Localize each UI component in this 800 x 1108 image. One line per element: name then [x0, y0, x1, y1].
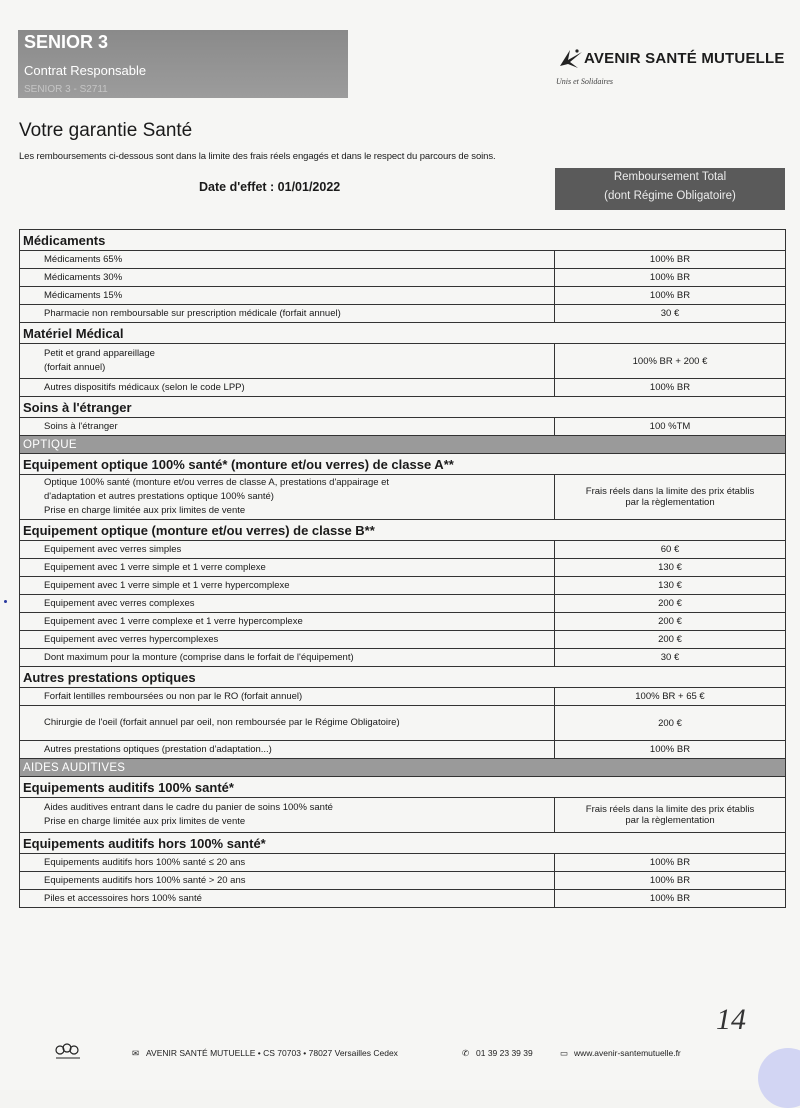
table-row — [20, 344, 785, 379]
row-value: 100% BR — [649, 857, 691, 868]
row-label: Equipements auditifs hors 100% santé ≤ 20 ans — [20, 854, 555, 871]
row-label-line: Prise en charge limitée aux prix limites de vente — [44, 505, 246, 516]
table-row — [20, 559, 785, 577]
row-label: Piles et accessoires hors 100% santé — [20, 890, 555, 907]
table-row — [20, 631, 785, 649]
row-label: Equipement avec verres complexes — [20, 595, 555, 612]
table-row — [20, 269, 785, 287]
column-header-line1: Remboursement Total — [613, 171, 727, 183]
row-label: Soins à l'étranger — [20, 418, 555, 435]
row-label: Dont maximum pour la monture (comprise dans le forfait de l'équipement) — [20, 649, 555, 666]
row-label — [20, 475, 555, 519]
row-label: Pharmacie non remboursable sur prescription médicale (forfait annuel) — [20, 305, 555, 322]
guarantee-table — [19, 229, 786, 908]
row-label: Equipements auditifs hors 100% santé > 20 ans — [20, 872, 555, 889]
section-title: Equipements auditifs hors 100% santé* — [20, 833, 785, 854]
table-row — [20, 798, 785, 833]
row-value: 200 € — [658, 717, 682, 729]
effective-date: Date d'effet : 01/01/2022 — [199, 180, 341, 194]
row-value: 100 %TM — [649, 421, 691, 432]
row-value-line: par la règlementation — [625, 815, 715, 826]
row-label — [20, 798, 555, 832]
table-row — [20, 287, 785, 305]
category-band-aides-auditives: AIDES AUDITIVES — [20, 759, 785, 777]
scan-mark — [4, 600, 7, 603]
category-band-optique: OPTIQUE — [20, 436, 785, 454]
row-value: 100% BR — [649, 290, 691, 301]
table-row — [20, 872, 785, 890]
table-row — [20, 251, 785, 269]
section-title: Equipement optique 100% santé* (monture et/ou verres) de classe A** — [20, 454, 785, 475]
row-value: 100% BR + 65 € — [635, 691, 705, 702]
row-label: Equipement avec verres hypercomplexes — [20, 631, 555, 648]
row-label-line: Petit et grand appareillage — [44, 348, 155, 359]
page-subtitle: Les remboursements ci-dessous sont dans la limite des frais réels engagés et dans le respect du parcours de soins. — [19, 151, 496, 162]
row-label — [20, 344, 555, 378]
row-value: 100% BR — [649, 893, 691, 904]
row-label: Médicaments 65% — [20, 251, 555, 268]
mail-icon: ✉ — [132, 1048, 140, 1058]
table-row — [20, 305, 785, 323]
row-value: 100% BR — [649, 272, 691, 283]
row-label-line: (forfait annuel) — [44, 362, 106, 373]
row-label: Chirurgie de l'oeil (forfait annuel par oeil, non remboursée par le Régime Obligatoire) — [20, 706, 555, 740]
row-label-line: Prise en charge limitée aux prix limites de vente — [44, 816, 246, 827]
footer-logo-icon — [52, 1042, 86, 1064]
row-value: 30 € — [660, 308, 680, 319]
row-value — [555, 798, 785, 832]
table-row — [20, 741, 785, 759]
table-row — [20, 649, 785, 667]
table-row — [20, 613, 785, 631]
contract-type: Contrat Responsable — [24, 63, 147, 78]
row-value: 100% BR — [649, 875, 691, 886]
section-title: Equipement optique (monture et/ou verres) de classe B** — [20, 520, 785, 541]
row-label: Médicaments 30% — [20, 269, 555, 286]
table-row — [20, 418, 785, 436]
section-title: Equipements auditifs 100% santé* — [20, 777, 785, 798]
row-value — [555, 475, 785, 519]
row-value: 100% BR — [649, 744, 691, 755]
row-label-line: Aides auditives entrant dans le cadre du panier de soins 100% santé — [44, 802, 333, 813]
product-header-band — [18, 30, 348, 98]
row-label-line: Optique 100% santé (monture et/ou verres de classe A, prestations d'appairage et — [44, 477, 390, 488]
row-value: 100% BR — [649, 382, 691, 393]
row-label: Equipement avec 1 verre complexe et 1 verre hypercomplexe — [20, 613, 555, 630]
footer-website[interactable]: www.avenir-santemutuelle.fr — [574, 1048, 681, 1058]
table-row — [20, 475, 785, 520]
row-label: Autres prestations optiques (prestation d'adaptation...) — [20, 741, 555, 758]
web-icon: ▭ — [560, 1048, 569, 1058]
row-label: Equipement avec 1 verre simple et 1 verre hypercomplexe — [20, 577, 555, 594]
reimbursement-column-header — [555, 168, 785, 210]
table-row — [20, 854, 785, 872]
star-logo-icon — [556, 46, 586, 72]
row-value: 60 € — [660, 544, 680, 555]
column-header-line2: (dont Régime Obligatoire) — [604, 190, 736, 202]
table-row — [20, 595, 785, 613]
table-row — [20, 688, 785, 706]
table-row — [20, 379, 785, 397]
section-title: Médicaments — [20, 230, 785, 251]
row-label: Autres dispositifs médicaux (selon le code LPP) — [20, 379, 555, 396]
row-value-line: Frais réels dans la limite des prix établis — [585, 486, 755, 497]
company-logo — [556, 50, 786, 100]
table-row — [20, 541, 785, 559]
row-label: Equipement avec verres simples — [20, 541, 555, 558]
footer-address: AVENIR SANTÉ MUTUELLE • CS 70703 • 78027 Versailles Cedex — [146, 1048, 398, 1058]
section-title: Matériel Médical — [20, 323, 785, 344]
row-value: 100% BR — [649, 254, 691, 265]
row-value-line: Frais réels dans la limite des prix établis — [585, 804, 755, 815]
page-title: Votre garantie Santé — [19, 120, 193, 141]
page-footer — [52, 1042, 792, 1066]
product-name: SENIOR 3 — [24, 32, 109, 52]
footer-phone: 01 39 23 39 39 — [476, 1048, 533, 1058]
company-name: AVENIR SANTÉ MUTUELLE — [584, 50, 785, 67]
row-label: Forfait lentilles remboursées ou non par le RO (forfait annuel) — [20, 688, 555, 705]
row-label-line: d'adaptation et autres prestations optique 100% santé) — [44, 491, 274, 502]
row-value: 100% BR + 200 € — [632, 355, 708, 367]
section-title: Autres prestations optiques — [20, 667, 785, 688]
row-value: 200 € — [658, 634, 682, 645]
table-row — [20, 890, 785, 908]
row-value: 200 € — [658, 598, 682, 609]
phone-icon: ✆ — [462, 1048, 470, 1058]
row-label: Médicaments 15% — [20, 287, 555, 304]
product-code: SENIOR 3 - S2711 — [24, 84, 108, 95]
table-row — [20, 706, 785, 741]
row-value: 130 € — [658, 580, 682, 591]
row-value-line: par la règlementation — [625, 497, 715, 508]
row-label: Equipement avec 1 verre simple et 1 verre complexe — [20, 559, 555, 576]
section-title: Soins à l'étranger — [20, 397, 785, 418]
row-value: 30 € — [660, 652, 680, 663]
handwritten-page-number: 14 — [716, 1003, 746, 1036]
row-value: 130 € — [658, 562, 682, 573]
row-value: 200 € — [658, 616, 682, 627]
table-row — [20, 577, 785, 595]
company-tagline: Unis et Solidaires — [556, 77, 614, 86]
